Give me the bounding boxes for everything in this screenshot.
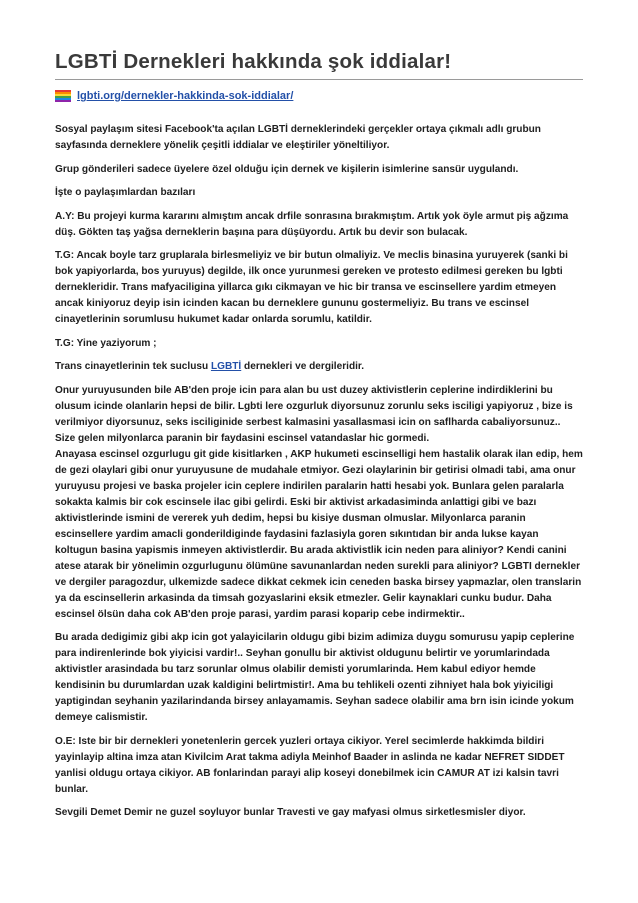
trans-text-before: Trans cinayetlerinin tek suclusu — [55, 361, 211, 372]
paragraph-oe: O.E: Iste bir bir dernekleri yonetenlerin gercek yuzleri ortaya cikiyor. Yerel secimlerde hakkimda bildiri yayinlayip altina imza atan Kivilcim Arat takma adiyla Meinhof Baader in aslinda ne kadar NEFRET SIDDET yanlisi oldugu ortaya cikiyor. AB fonlarindan parayi alip koseyi donebilmek icin CAMUR AT izi kalsin tavri bunlar. — [55, 735, 565, 795]
paragraph-seyhan: Bu arada dedigimiz gibi akp icin got yalayicilarin oldugu gibi bizim adimiza duygu somurusu yapip ceplerine para indirenlerinde bok yiyicisi vardir!.. Seyhan gonullu bir aktivist oldugunu belirtir ve yorumlarindada aktivistler arasindada bu tarz sorunlar olmus olabilir demisti yorumlarinda. Hem kabul ediyor hemde kendisinin bu durumlardan uzak kaldigini belirtmistir!. Ama bu tehlikeli ozenti zihniyet hala bok yiyiciligi yaptigindan seyhanin yazilarindanda birsey anlayamamis. Seyhan sadece olabilir ama brn isin icinde yokum demeye calismistir. — [55, 632, 575, 723]
lgbti-inline-link[interactable]: LGBTİ — [210, 361, 242, 372]
paragraph-tg-2: T.G: Yine yaziyorum ; — [55, 337, 157, 349]
paragraph-onur: Onur yuruyusunden bile AB'den proje icin para alan bu ust duzey aktivistlerin ceplerine indirdiklerini bu olusum icinde olanlarin hepsi de bilir. Lgbti lere ozgurluk diyorsunuz zorunlu seks isciligi yapiyoruz , bize is verilmiyor diyorsunuz, seks isciliginide serbest kalmasini yasallasmasi icin on saflharda cabaliyorsunuz.. Size gelen milyonlarca paranin bir faydasini escinsel vatandaslar hic gormedi. — [55, 384, 573, 444]
paragraph-tg-1: T.G: Ancak boyle tarz gruplarala birlesmeliyiz ve bir butun olmaliyiz. Ve meclis binasina yuruyerek (sanki bi bok yapiyorlarda, bos yuruyus) degilde, ilk once yurunmesi gereken ve protesto edilmesi gereken bu lgbti dernekleridir. Trans mafyaciligina yillarca gıkı cikmayan ve hic bir transa ve escinsellere yardim etmeyen ancak kiniyoruz deyip isin icinden kacan bu derneklere gununu gostermeliyiz. Bu trans ve escinsel cinayetlerinin sorumlusu hukumet kadar onlarda sorumlu, katildir. — [55, 250, 568, 325]
paragraph-censor-note: Grup gönderileri sadece üyelere özel olduğu için dernek ve kişilerin isimlerine sansür uygulandı. — [55, 163, 519, 175]
paragraph-demet: Sevgili Demet Demir ne guzel soyluyor bunlar Travesti ve gay mafyasi olmus sirketlesmisler diyor. — [55, 807, 526, 818]
paragraph-intro: Sosyal paylaşım sitesi Facebook'ta açılan LGBTİ derneklerindeki gerçekler ortaya çıkmalı adlı grubun sayfasında derneklere yönelik çeşitli iddialar ve eleştiriler yöneltiliyor. — [55, 124, 541, 151]
source-line — [55, 88, 293, 104]
trans-text-after: dernekleri ve dergileridir. — [241, 361, 365, 372]
paragraph-anayasa: Anayasa escinsel ozgurlugu git gide kisitlarken , AKP hukumeti escinselligi hem hastalik olarak ilan edip, hem de gezi olaylari gibi onur yuruyusune de mudahale etmiyor. Gezi olaylarinin bir getirisi olmadi tabi, ama onur yuruyusu projesi ve baska projeler icin ceplere indirilen paralarin hatti hesabi yok. Bunlara gelen paralarla sokakta kalmis bir cok escinsele ilac gibi gelirdi. Eski bir aktivist arkadasiminda anlattigi gibi ve bazı aktivistlerinde ismini de vererek yuh dedim, hepsi bu kisiye dusman olmuslar. Milyonlarca paranin escinsellere yardim amacli gonderildiginde faydasini fazlasiyla goren sıkıntıdan bir anda lukse kayan koltugun basina yapismis inmeyen aktivistlerdir. Bu arada aktivistlik icin neden para aliniyor? Kendi canini atese atarak bir yönelimin ozgurlugunu ölümüne savunanlardan neden surekli para aliniyor? LGBTI dernekler ve dergiler paragozdur, ulkemizde sadece dikkat cekmek icin ceneden baska birsey yapmazlar, olen translarin ya da escinsellerin arkasinda da timsah gozyaslarini eksik etmezler. Gelir kaynaklari cunku budur. Daha escinsel ölsün daha cok AB'den proje parasi, yardim parasi koparip cebe indirmektir.. — [55, 448, 583, 620]
paragraph-trans — [55, 359, 583, 375]
title-divider — [55, 79, 583, 80]
source-link[interactable]: lgbti.org/dernekler-hakkinda-sok-iddialar/ — [77, 90, 294, 102]
lgbti-favicon-icon — [55, 90, 71, 102]
page-title: LGBTİ Dernekleri hakkında şok iddialar! — [55, 50, 452, 73]
paragraph-ay: A.Y: Bu projeyi kurma kararını almıştım ancak drfile sonrasına bırakmıştım. Artık yok öyle armut piş ağzıma düş. Gökten taş yağsa derneklerin başına para düşüyordu. Artık bu devir son bulacak. — [55, 210, 569, 238]
paragraph-heading: İşte o paylaşımlardan bazıları — [55, 187, 196, 198]
article-body — [55, 122, 583, 829]
